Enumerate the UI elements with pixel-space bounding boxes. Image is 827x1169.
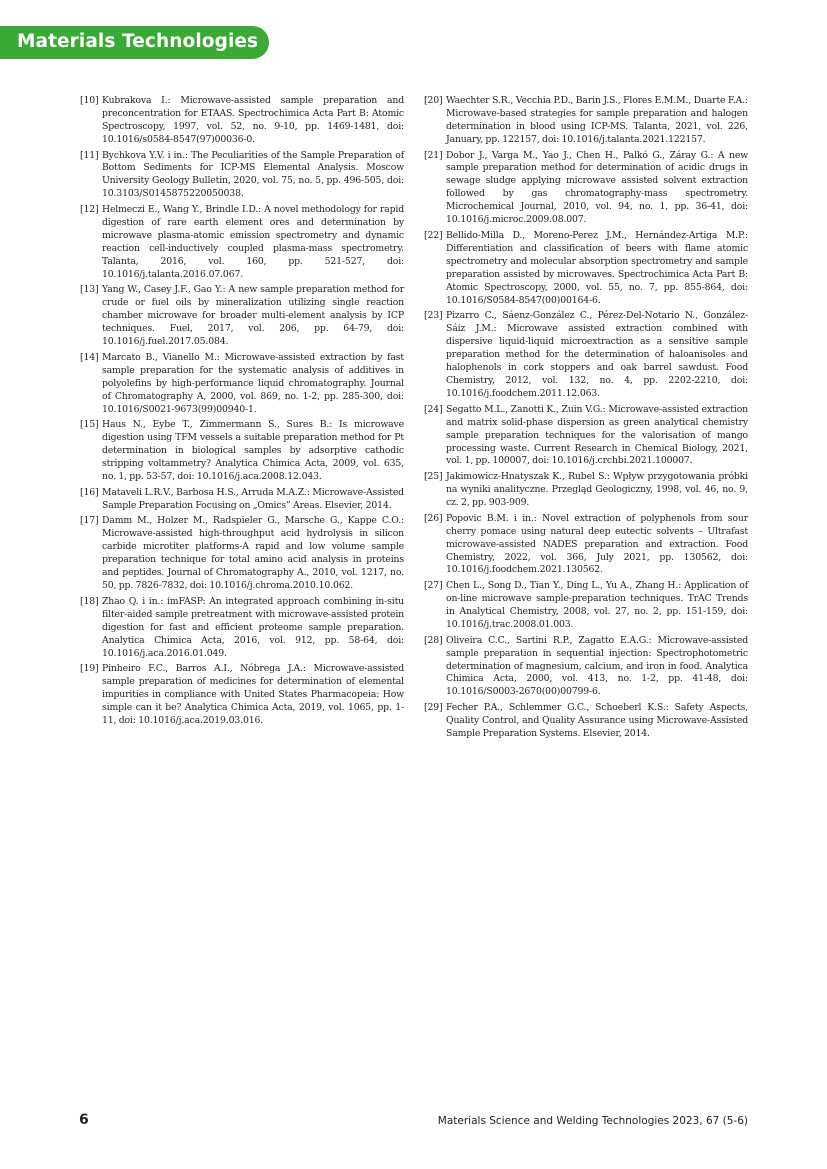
reference-item xyxy=(80,596,404,661)
reference-text: Segatto M.L., Zanotti K., Zuin V.G.: Microwave-assisted extraction and matrix solid-phase dispersion as green analytical chemistry sample preparation techniques for the valorisation of mango processing waste. Current Research in Chemical Biology, 2021, vol. 1, pp. 100007, doi: 10.1016/j.crchbi.2021.100007. xyxy=(446,403,748,467)
reference-item xyxy=(424,471,748,510)
reference-text: Marcato B., Vianello M.: Microwave-assisted extraction by fast sample preparation for the systematic analysis of additives in polyolefins by high-performance liquid chromatography. Journal of Chromatography A, 2000, vol. 869, no. 1-2, pp. 285-300, doi: 10.1016/S0021-9673(99)00940-1. xyxy=(102,351,404,415)
reference-number: [24] xyxy=(424,403,443,415)
reference-item xyxy=(80,204,404,282)
reference-text: Kubrakova I.: Microwave-assisted sample preparation and preconcentration for ETAAS. Spectrochimica Acta Part B: Atomic Spectroscopy, 1997, vol. 52, no. 9-10, pp. 1469-1481, doi: 10.1016/s0584-8547(97)00036-0. xyxy=(102,95,404,145)
reference-item xyxy=(424,310,748,401)
reference-item xyxy=(80,663,404,728)
reference-number: [25] xyxy=(424,471,443,483)
reference-number: [15] xyxy=(80,419,99,431)
reference-number: [28] xyxy=(424,634,443,646)
reference-text: Bychkova Y.V. i in.: The Peculiarities of the Sample Preparation of Bottom Sediments for ICP-MS Elemental Analysis. Moscow University Geology Bulletin, 2020, vol. 75, no. 5, pp. 496-505, doi: 10.3103/S0145875220050038. xyxy=(102,149,404,200)
reference-text: Chen L., Song D., Tian Y., Ding L., Yu A., Zhang H.: Application of on-line microwave sample-preparation techniques. TrAC Trends in Analytical Chemistry, 2008, vol. 27, no. 2, pp. 151-159, doi: 10.1016/j.trac.2008.01.003. xyxy=(446,580,748,630)
reference-item xyxy=(80,487,404,513)
reference-item xyxy=(424,95,748,147)
reference-text: Oliveira C.C., Sartini R.P., Zagatto E.A.G.: Microwave-assisted sample preparation in sequential injection: Spectrophotometric determination of magnesium, calcium, and iron in food. Analytica Chimica Acta, 2000, vol. 413, no. 1-2, pp. 41-48, doi: 10.1016/S0003-2670(00)00799-6. xyxy=(446,634,748,698)
reference-number: [23] xyxy=(424,310,443,322)
reference-item xyxy=(80,284,404,349)
reference-number: [10] xyxy=(80,95,99,106)
reference-text: Pizarro C., Sáenz-González C., Pérez-Del-Notario N., González-Sáiz J.M.: Microwave assisted extraction combined with dispersive liquid-liquid microextraction as a sensitive sample preparation method for the determination of haloanisoles and halophenols in cork stoppers and oak barrel sawdust. Food Chemistry, 2012, vol. 132, no. 4, pp. 2202-2210, doi: 10.1016/j.foodchem.2011.12.063. xyxy=(446,310,748,400)
reference-number: [26] xyxy=(424,512,443,524)
reference-number: [16] xyxy=(80,486,99,498)
reference-text: Yang W., Casey J.F., Gao Y.: A new sample preparation method for crude or fuel oils by mineralization utilizing single reaction chamber microwave for broader multi-element analysis by ICP techniques. Fuel, 2017, vol. 206, pp. 64-79, doi: 10.1016/j.fuel.2017.05.084. xyxy=(102,284,404,348)
journal-section-tab xyxy=(0,26,269,59)
references-column-left xyxy=(80,95,404,731)
reference-number: [18] xyxy=(80,595,99,607)
reference-text: Fecher P.A., Schlemmer G.C., Schoeberl K.S.: Safety Aspects, Quality Control, and Quality Assurance using Microwave-Assisted Sample Preparation Systems. Elsevier, 2014. xyxy=(446,702,748,739)
journal-section-title: Materials Technologies xyxy=(17,31,259,52)
reference-item xyxy=(80,515,404,593)
reference-number: [17] xyxy=(80,515,99,527)
reference-text: Waechter S.R., Vecchia P.D., Barin J.S., Flores E.M.M., Duarte F.A.: Microwave-based strategies for sample preparation and halogen determination in blood using ICP-MS. Talanta, 2021, vol. 226, January, pp. 122157, doi: 10.1016/j.talanta.2021.122157. xyxy=(446,95,748,145)
reference-number: [20] xyxy=(424,95,443,106)
reference-text: Mataveli L.R.V., Barbosa H.S., Arruda M.A.Z.: Microwave-Assisted Sample Preparation Focusing on „Omics” Areas. Elsevier, 2014. xyxy=(102,486,404,511)
reference-item xyxy=(80,150,404,202)
reference-item xyxy=(80,419,404,484)
reference-number: [11] xyxy=(80,149,99,161)
reference-number: [27] xyxy=(424,580,443,592)
reference-item xyxy=(424,580,748,632)
reference-item xyxy=(424,513,748,578)
reference-item xyxy=(424,635,748,700)
reference-item xyxy=(424,230,748,308)
reference-number: [21] xyxy=(424,149,443,161)
reference-number: [12] xyxy=(80,204,99,215)
reference-number: [14] xyxy=(80,351,99,363)
reference-number: [13] xyxy=(80,284,99,296)
reference-number: [29] xyxy=(424,702,443,714)
reference-text: Popovic B.M. i in.: Novel extraction of polyphenols from sour cherry pomace using natural deep eutectic solvents – Ultrafast microwave-assisted NADES preparation and extraction. Food Chemistry, 2022, vol. 366, July 2021, pp. 130562, doi: 10.1016/j.foodchem.2021.130562. xyxy=(446,512,748,576)
reference-text: Bellido-Milla D., Moreno-Perez J.M., Hernández-Artiga M.P.: Differentiation and classification of beers with flame atomic spectrometry and molecular absorption spectrometry and sample preparation assisted by microwaves. Spectrochimica Acta Part B: Atomic Spectroscopy, 2000, vol. 55, no. 7, pp. 855-864, doi: 10.1016/S0584-8547(00)00164-6. xyxy=(446,229,748,306)
references-column-right xyxy=(424,95,748,744)
reference-item xyxy=(80,352,404,417)
reference-item xyxy=(80,95,404,147)
page-number: 6 xyxy=(79,1112,89,1128)
reference-text: Dobor J., Varga M., Yao J., Chen H., Palkó G., Záray G.: A new sample preparation method for determination of acidic drugs in sewage sludge applying microwave assisted solvent extraction followed by gas chromatography-mass spectrometry. Microchemical Journal, 2010, vol. 94, no. 1, pp. 36-41, doi: 10.1016/j.microc.2009.08.007. xyxy=(446,149,748,226)
reference-item xyxy=(424,702,748,741)
reference-item xyxy=(424,404,748,469)
journal-citation-footer: Materials Science and Welding Technologies 2023, 67 (5-6) xyxy=(437,1115,748,1127)
reference-text: Zhao Q. i in.: imFASP: An integrated approach combining in-situ filter-aided sample pretreatment with microwave-assisted protein digestion for fast and efficient proteome sample preparation. Analytica Chimica Acta, 2016, vol. 912, pp. 58-64, doi: 10.1016/j.aca.2016.01.049. xyxy=(102,595,404,659)
reference-number: [19] xyxy=(80,663,99,675)
reference-text: Jakimowicz-Hnatyszak K., Rubel S.: Wpływ przygotowania próbki na wyniki analityczne. Przegląd Geologiczny, 1998, vol. 46, no. 9, cz. 2, pp. 903-909. xyxy=(446,471,748,509)
reference-number: [22] xyxy=(424,229,443,241)
reference-text: Damm M., Holzer M., Radspieler G., Marsche G., Kappe C.O.: Microwave-assisted high-throughput acid hydrolysis in silicon carbide microtiter platforms-A rapid and low volume sample preparation technique for total amino acid analysis in proteins and peptides. Journal of Chromatography A., 2010, vol. 1217, no. 50, pp. 7826-7832, doi: 10.1016/j.chroma.2010.10.062. xyxy=(102,515,404,592)
reference-text: Pinheiro F.C., Barros A.I., Nóbrega J.A.: Microwave-assisted sample preparation of medicines for determination of elemental impurities in compliance with United States Pharmacopeia: How simple can it be? Analytica Chimica Acta, 2019, vol. 1065, pp. 1-11, doi: 10.1016/j.aca.2019.03.016. xyxy=(102,663,404,727)
reference-item xyxy=(424,150,748,228)
reference-text: Helmeczi E., Wang Y., Brindle I.D.: A novel methodology for rapid digestion of rare earth element ores and determination by microwave plasma-atomic emission spectrometry and dynamic reaction cell-inductively coupled plasma-mass spectrometry. Talanta, 2016, vol. 160, pp. 521-527, doi: 10.1016/j.talanta.2016.07.067. xyxy=(102,204,404,280)
reference-text: Haus N., Eybe T., Zimmermann S., Sures B.: Is microwave digestion using TFM vessels a suitable preparation method for Pt determination in biological samples by adsorptive cathodic stripping voltammetry? Analytica Chimica Acta, 2009, vol. 635, no. 1, pp. 53-57, doi: 10.1016/j.aca.2008.12.043. xyxy=(102,419,404,483)
